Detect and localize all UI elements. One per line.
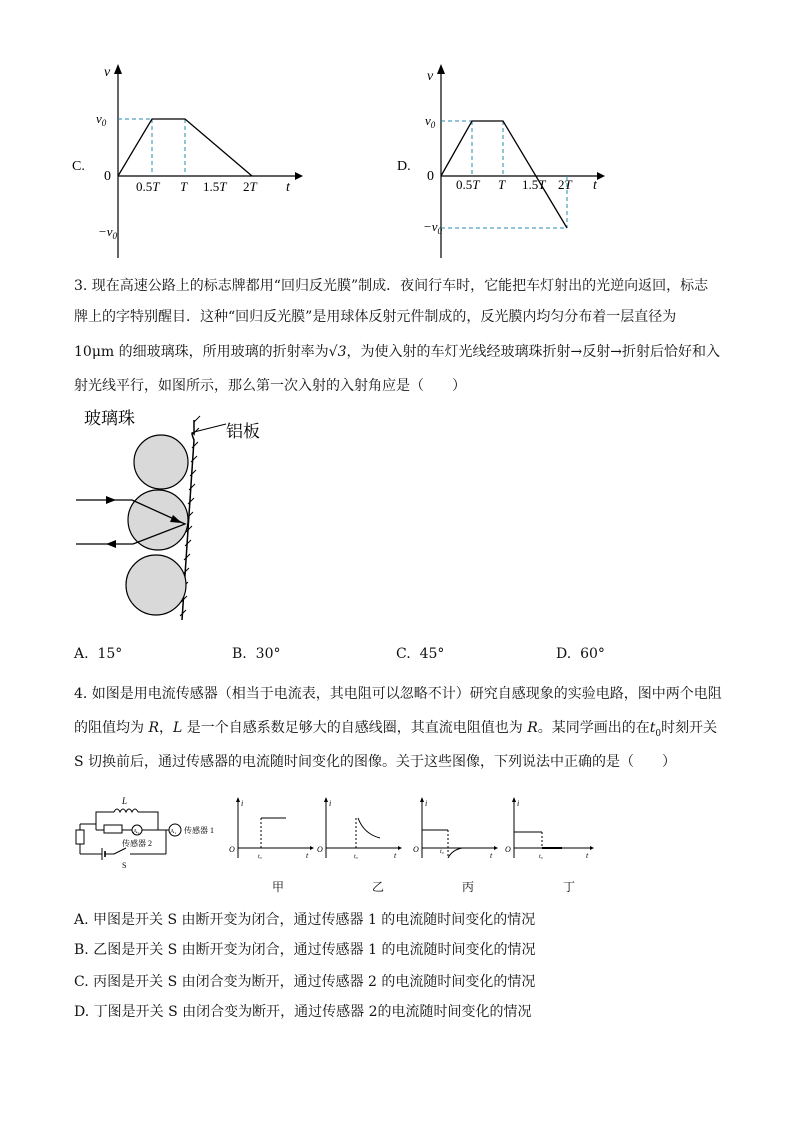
svg-text:t₀: t₀ bbox=[354, 854, 358, 860]
svg-text:O: O bbox=[317, 845, 323, 854]
sensor-1-label: 传感器 1 bbox=[184, 826, 214, 835]
inductor-label: L bbox=[122, 796, 128, 806]
v-axis-label: v bbox=[104, 65, 111, 80]
v0-label: $v_0$ bbox=[96, 111, 107, 128]
self-induction-circuit bbox=[74, 790, 234, 872]
caption-jia: 甲 bbox=[272, 880, 285, 894]
q3-option-c[interactable]: C. 45° bbox=[396, 646, 445, 662]
svg-text:i: i bbox=[241, 799, 244, 808]
t-axis-arrow-icon bbox=[597, 172, 605, 180]
q4-option-b[interactable]: B. 乙图是开关 S 由断开变为闭合，通过传感器 1 的电流随时间变化的情况 bbox=[74, 942, 536, 958]
tick-t: T bbox=[180, 179, 188, 194]
tick-0-5t: 0.5T bbox=[456, 177, 480, 192]
tick-2t: 2T bbox=[558, 177, 572, 192]
q3-line-3-text: 的细玻璃珠，所用玻璃的折射率为 bbox=[114, 344, 329, 360]
svg-text:O: O bbox=[413, 845, 419, 854]
origin-label: 0 bbox=[104, 169, 111, 184]
switch-s bbox=[114, 848, 126, 854]
velocity-curve bbox=[441, 121, 567, 228]
tick-1-5t: 1.5T bbox=[203, 179, 227, 194]
a2-label: A₂ bbox=[133, 829, 140, 835]
q3-line-2: 牌上的字特别醒目．这种“回归反光膜”是用球体反射元件制成的，反光膜内均匀分布着一层直径为 bbox=[74, 309, 677, 325]
q3-line-1: 3. 现在高速公路上的标志牌都用“回归反光膜”制成．夜间行车时，它能把车灯射出的光逆向返回，标志 bbox=[74, 278, 709, 294]
v-axis-arrow-icon bbox=[437, 64, 445, 74]
graph-d-label: D. bbox=[397, 159, 411, 174]
q3-option-a[interactable]: A. 15° bbox=[74, 646, 123, 662]
caption-bing: 丙 bbox=[462, 880, 475, 894]
v-axis-label: v bbox=[427, 69, 434, 84]
graph-ding bbox=[502, 796, 597, 866]
svg-text:i: i bbox=[425, 799, 428, 808]
glass-bead-bottom bbox=[126, 555, 186, 615]
t-axis-label: t bbox=[286, 180, 290, 195]
q4-option-a[interactable]: A. 甲图是开关 S 由断开变为闭合，通过传感器 1 的电流随时间变化的情况 bbox=[74, 912, 536, 928]
graph-option-d bbox=[385, 58, 625, 268]
caption-ding: 丁 bbox=[563, 880, 576, 894]
refractive-index: √3 bbox=[328, 344, 347, 360]
q3-option-b[interactable]: B. 30° bbox=[232, 646, 281, 662]
v0-label: $v_0$ bbox=[425, 113, 436, 130]
tick-2t: 2T bbox=[243, 179, 257, 194]
switch-label: S bbox=[122, 861, 127, 870]
resistor-r bbox=[104, 825, 122, 833]
t-axis-arrow-icon bbox=[295, 172, 303, 180]
svg-text:i: i bbox=[517, 799, 520, 808]
svg-text:t: t bbox=[586, 851, 589, 860]
t-axis-label: t bbox=[593, 178, 597, 193]
svg-text:t: t bbox=[490, 851, 493, 860]
glass-bead-middle bbox=[128, 490, 188, 550]
svg-text:t: t bbox=[394, 851, 397, 860]
svg-text:i: i bbox=[329, 799, 332, 808]
svg-text:t₀: t₀ bbox=[440, 849, 444, 855]
emergent-arrow-icon bbox=[106, 540, 116, 548]
svg-text:O: O bbox=[505, 845, 511, 854]
svg-text:t: t bbox=[306, 851, 309, 860]
resistor-r-left bbox=[76, 830, 84, 844]
incident-arrow-icon bbox=[106, 496, 116, 504]
sensor-2-label: 传感器 2 bbox=[122, 839, 152, 848]
neg-v0-label: $-v_0$ bbox=[423, 219, 443, 236]
q4-option-c[interactable]: C. 丙图是开关 S 由闭合变为断开，通过传感器 2 的电流随时间变化的情况 bbox=[74, 974, 536, 990]
tick-t: T bbox=[498, 177, 506, 192]
bead-diameter: 10μm bbox=[74, 344, 115, 360]
glass-bead-top bbox=[134, 435, 188, 489]
aluminum-plate-label: 铝板 bbox=[226, 422, 260, 441]
glass-bead-label: 玻璃珠 bbox=[84, 409, 135, 428]
graph-bing bbox=[410, 796, 500, 866]
q4-line-2: 的阻值均为 R，L 是一个自感系数足够大的自感线圈，其直流电阻值也为 R。某同学画出的在$t_0$时刻开关 bbox=[74, 720, 718, 739]
svg-text:t₀: t₀ bbox=[539, 854, 543, 860]
q3-line-3 bbox=[74, 342, 720, 362]
q4-option-d[interactable]: D. 丁图是开关 S 由闭合变为断开，通过传感器 2的电流随时间变化的情况 bbox=[74, 1004, 532, 1020]
q3-line-3-tail: ，为使入射的车灯光线经玻璃珠折射→反射→折射后恰好和入 bbox=[346, 344, 720, 360]
svg-text:O: O bbox=[229, 845, 235, 854]
a1-label: A₁ bbox=[170, 829, 177, 835]
q3-option-d[interactable]: D. 60° bbox=[556, 646, 605, 662]
reverse-decay bbox=[448, 848, 462, 858]
q4-line-3: S 切换前后，通过传感器的电流随时间变化的图像。关于这些图像，下列说法中正确的是（ ） bbox=[74, 754, 677, 770]
caption-yi: 乙 bbox=[372, 880, 385, 894]
graph-yi bbox=[314, 796, 404, 866]
svg-text:t₀: t₀ bbox=[258, 854, 262, 860]
retroreflector-figure bbox=[70, 400, 290, 632]
tick-0-5t: 0.5T bbox=[136, 179, 160, 194]
graph-option-c bbox=[60, 58, 310, 268]
neg-v0-label: $-v_0$ bbox=[98, 224, 118, 241]
q3-line-4: 射光线平行，如图所示，那么第一次入射的入射角应是（ ） bbox=[74, 378, 466, 394]
q4-line-1: 4. 如图是用电流传感器（相当于电流表，其电阻可以忽略不计）研究自感现象的实验电路，图中两个电阻 bbox=[74, 686, 722, 702]
graph-jia bbox=[226, 796, 316, 866]
v-axis-arrow-icon bbox=[114, 64, 122, 74]
inductor-coil bbox=[114, 809, 138, 812]
graph-c-label: C. bbox=[72, 159, 85, 174]
tick-1-5t: 1.5T bbox=[522, 177, 546, 192]
origin-label: 0 bbox=[427, 169, 434, 184]
decay-curve bbox=[358, 818, 380, 838]
